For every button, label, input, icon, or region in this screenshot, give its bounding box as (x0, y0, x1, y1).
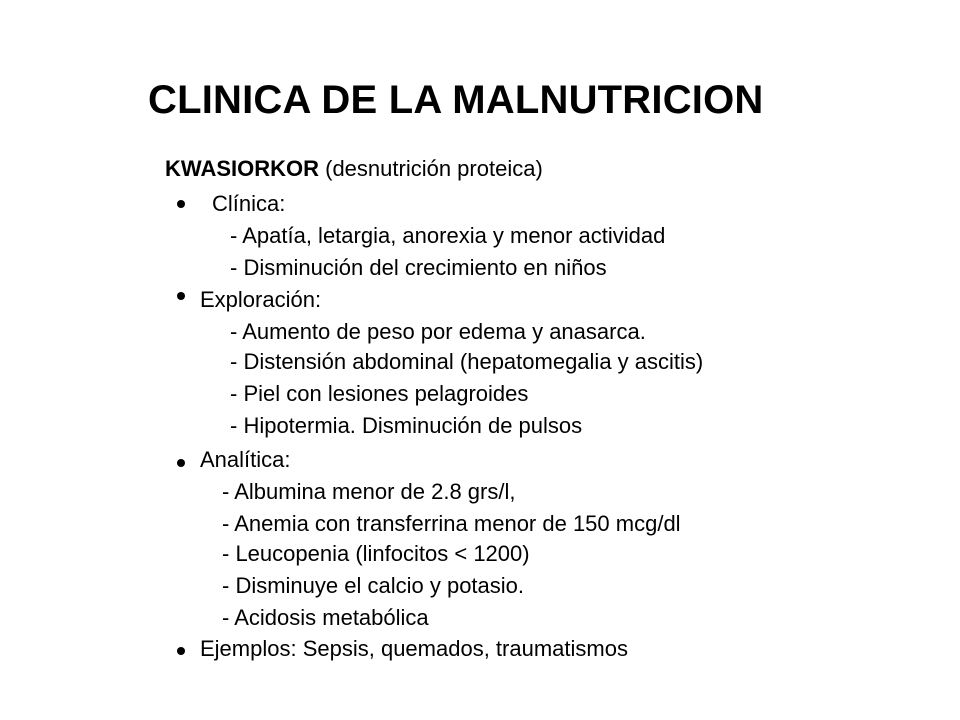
section-heading-bold: KWASIORKOR (165, 156, 319, 181)
bullet-dot-icon (177, 200, 185, 208)
slide-title: CLINICA DE LA MALNUTRICION (148, 78, 764, 122)
list-item: - Disminuye el calcio y potasio. (222, 573, 525, 598)
bullet-dot-icon (177, 292, 185, 300)
section-heading (165, 156, 543, 182)
list-item: - Distensión abdominal (hepatomegalia y ascitis) (230, 349, 704, 374)
list-item: - Piel con lesiones pelagroides (230, 381, 529, 406)
section-heading-rest: (desnutrición proteica) (319, 156, 543, 181)
list-item: - Apatía, letargia, anorexia y menor actividad (230, 223, 666, 248)
list-item: - Albumina menor de 2.8 grs/l, (222, 479, 516, 504)
list-item: - Acidosis metabólica (222, 605, 429, 630)
bullet-dot-icon (177, 647, 185, 655)
list-item: - Aumento de peso por edema y anasarca. (230, 319, 646, 344)
list-item: - Anemia con transferrina menor de 150 mcg/dl (222, 511, 681, 536)
list-item: - Disminución del crecimiento en niños (230, 255, 607, 280)
list-item: - Leucopenia (linfocitos < 1200) (222, 541, 530, 566)
bullet-label-clinica: Clínica: (212, 191, 286, 216)
bullet-dot-icon (177, 459, 185, 467)
bullet-label-ejemplos: Ejemplos: Sepsis, quemados, traumatismos (200, 636, 628, 661)
bullet-label-exploracion: Exploración: (200, 287, 322, 312)
bullet-label-analitica: Analítica: (200, 447, 291, 472)
list-item: - Hipotermia. Disminución de pulsos (230, 413, 583, 438)
